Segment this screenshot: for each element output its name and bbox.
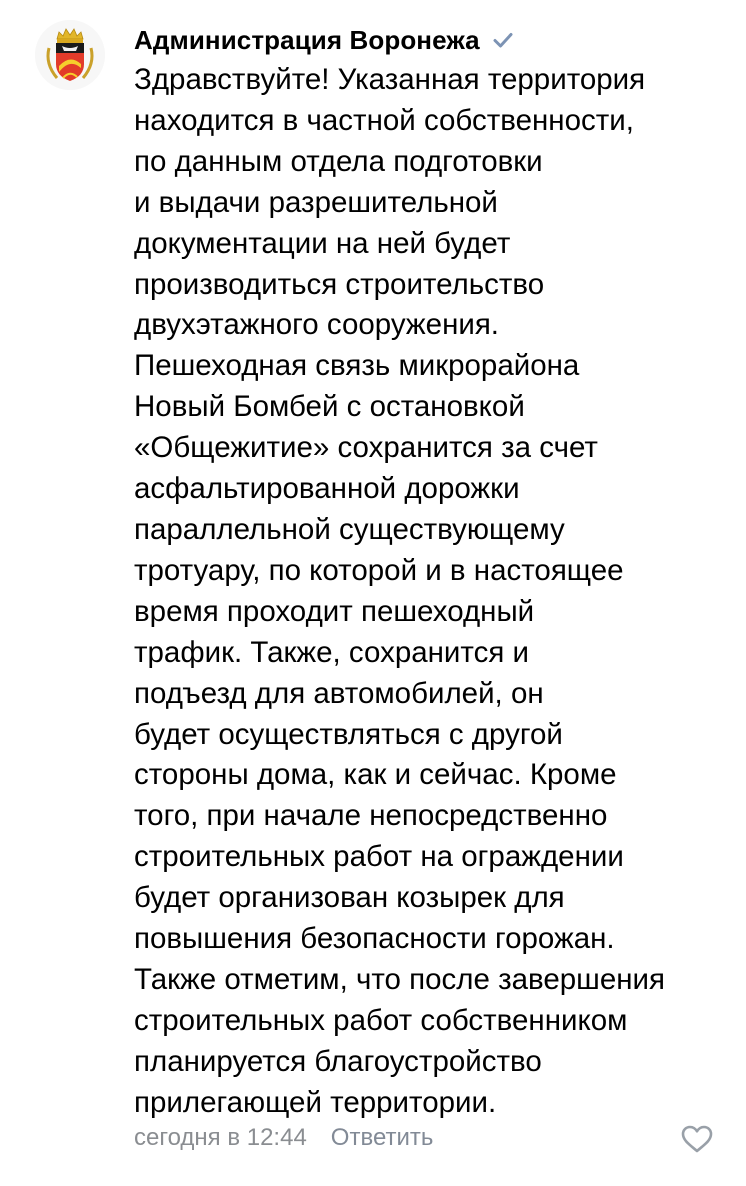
timestamp: сегодня в 12:44 [134, 1124, 307, 1151]
comment-line: двухэтажного сооружения. [134, 308, 500, 342]
reply-button[interactable]: Ответить [330, 1124, 434, 1151]
comment-line: строительных работ на ограждении [134, 840, 624, 874]
comment-line: Новый Бомбей с остановкой [134, 390, 525, 424]
comment-line: прилегающей территории. [134, 1085, 497, 1119]
heart-outline-icon[interactable] [680, 1124, 714, 1154]
checkmark-icon [490, 27, 516, 53]
comment-line: планируется благоустройство [134, 1044, 542, 1078]
comment-footer [134, 1121, 433, 1155]
comment-line: Также отметим, что после завершения [134, 962, 665, 996]
comment-line: повышения безопасности горожан. [134, 922, 615, 956]
comment-line: того, при начале непосредственно [134, 799, 608, 833]
comment-line: производиться строительство [134, 267, 545, 301]
comment-line: находится в частной собственности, [134, 103, 634, 137]
coat-of-arms-icon [35, 20, 105, 90]
comment-line: Здравствуйте! Указанная территория [134, 63, 646, 96]
comment-line: параллельной существующему [134, 512, 565, 546]
comment-text [134, 60, 734, 1124]
author-row [134, 22, 516, 58]
comment-line: асфальтированной дорожки [134, 472, 520, 506]
comment-line: подъезд для автомобилей, он [134, 676, 544, 710]
comment-line: будет осуществляться с другой [134, 717, 563, 751]
avatar[interactable] [35, 20, 105, 90]
comment-line: документации на ней будет [134, 226, 511, 260]
comment-line: по данным отдела подготовки [134, 144, 543, 178]
comment-line: трафик. Также, сохранится и [134, 635, 529, 669]
comment-line: «Общежитие» сохранится за счет [134, 431, 598, 465]
comment-line: стороны дома, как и сейчас. Кроме [134, 758, 617, 792]
comment-line: время проходит пешеходный [134, 594, 535, 628]
comment-line: и выдачи разрешительной [134, 185, 498, 219]
comment-line: будет организован козырек для [134, 881, 565, 915]
comment-line: тротуару, по которой и в настоящее [134, 553, 624, 587]
author-name[interactable]: Администрация Воронежа [134, 24, 480, 55]
comment-line: строительных работ собственником [134, 1003, 628, 1037]
comment-line: Пешеходная связь микрорайона [134, 349, 580, 383]
